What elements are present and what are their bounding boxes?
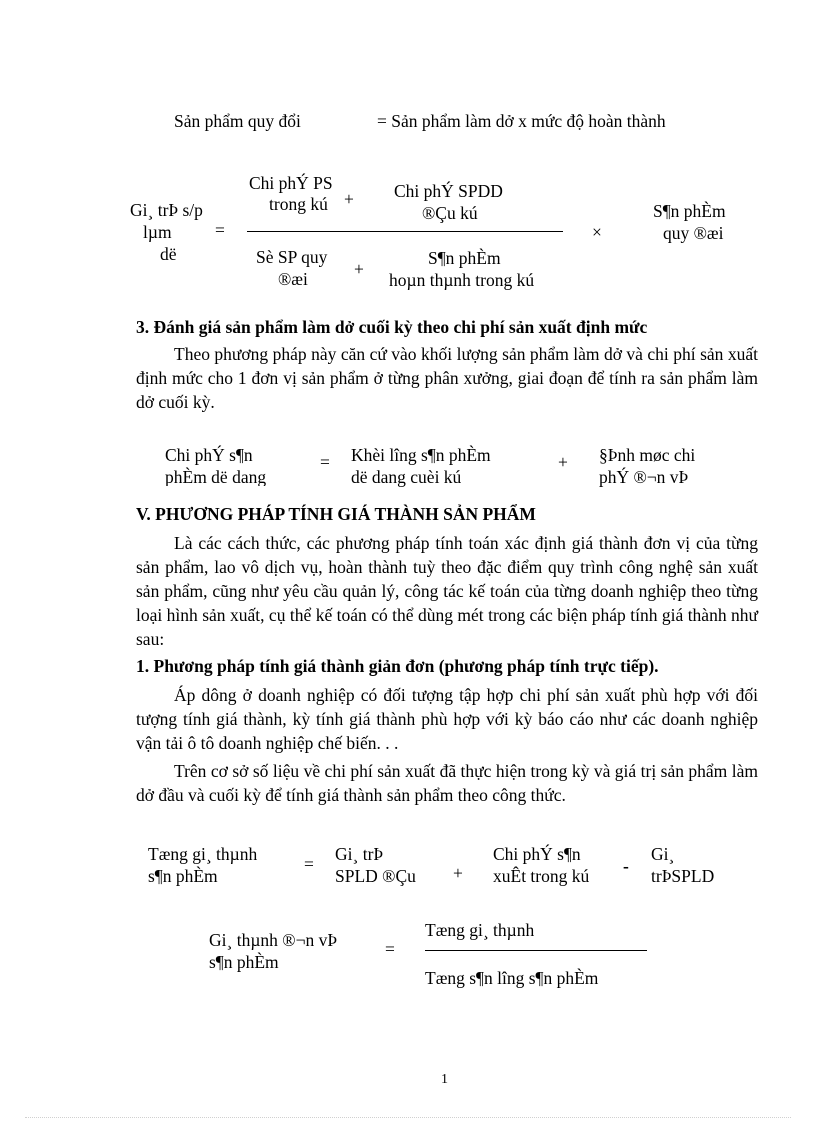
f2-den-b-line1: S¶n phÈm xyxy=(428,248,501,268)
f2-lhs-line1: Gi¸ trÞ s/p xyxy=(130,200,203,220)
f2-den-a-line1: Sè SP quy xyxy=(256,247,328,267)
section-5-1-heading: 1. Phương pháp tính giá thành giản đơn (phương pháp tính trực tiếp). xyxy=(136,656,659,676)
section-5-1-paragraph-2: Trên cơ sở số liệu về chi phí sản xuất đã thực hiện trong kỳ và giá trị sản phẩm làm dở đầu và cuối kỳ để tính giá thành sản phẩm theo công thức. xyxy=(136,761,758,805)
f4-b-line1: Gi¸ trÞ xyxy=(335,844,384,864)
section-5-1-paragraph-1: Áp dông ở doanh nghiệp có đối tượng tập hợp chi phí sản xuất phù hợp với đối tượng tính giá thành, kỳ tính giá thành phù hợp với kỳ báo cáo như các doanh nghiệp vận tải ô tô doanh nghiệp chế biến. . . xyxy=(136,685,758,753)
f2-rhs-line2: quy ®æi xyxy=(663,223,724,243)
f2-num-b-line2: ®Çu kú xyxy=(422,203,478,223)
f2-num-a-line2: trong kú xyxy=(269,194,328,214)
f4-equals: = xyxy=(304,854,314,874)
f2-times: × xyxy=(592,222,602,242)
formula-1-right: = Sản phẩm làm dở x mức độ hoàn thành xyxy=(377,111,666,131)
f2-fraction-bar xyxy=(247,231,563,232)
f4-c-line1: Chi phÝ s¶n xyxy=(493,844,581,864)
f4-plus: + xyxy=(453,863,463,883)
f3-plus: + xyxy=(558,452,568,472)
f5-lhs-line1: Gi¸ thµnh ®¬n vÞ xyxy=(209,930,338,950)
f5-equals: = xyxy=(385,939,395,959)
f2-num-plus: + xyxy=(344,189,354,209)
f2-rhs-line1: S¶n phÈm xyxy=(653,201,726,221)
f5-denominator: Tæng s¶n lîng s¶n phÈm xyxy=(425,968,599,988)
section-3-paragraph: Theo phương pháp này căn cứ vào khối lượng sản phẩm làm dở và chi phí sản xuất định mức cho 1 đơn vị sản phẩm ở từng phân xưởng, giai đoạn để tính ra sản phẩm làm dở cuối kỳ. xyxy=(136,344,758,412)
f4-minus: - xyxy=(623,856,629,876)
page-number: 1 xyxy=(441,1072,448,1087)
f4-d-line2: trÞSPLD xyxy=(651,866,715,886)
f3-b-line1: Khèi lîng s¶n phÈm xyxy=(351,445,491,465)
section-5-heading: V. PHƯƠNG PHÁP TÍNH GIÁ THÀNH SẢN PHẨM xyxy=(136,504,536,524)
f3-a-line1: Chi phÝ s¶n xyxy=(165,445,253,465)
f3-c-line2: phÝ ®¬n vÞ xyxy=(599,467,689,487)
f4-a-line1: Tæng gi¸ thµnh xyxy=(148,844,258,864)
f2-den-b-line2: hoµn thµnh trong kú xyxy=(389,270,535,290)
f3-equals: = xyxy=(320,452,330,472)
f2-num-a-line1: Chi phÝ PS xyxy=(249,173,333,193)
f5-numerator: Tæng gi¸ thµnh xyxy=(425,920,535,940)
f4-b-line2: SPLD ®Çu xyxy=(335,866,416,886)
section-5-paragraph: Là các cách thức, các phương pháp tính toán xác định giá thành đơn vị của từng sản phẩm, lao vô dịch vụ, hoàn thành tuỳ theo đặc điểm quy trình công nghệ sản xuất sản phẩm, cũng như yêu cầu quản lý, công tác kế toán của từng doanh nghiệp theo từng loại hình sản xuất, cụ thể kế toán có thể dùng mét trong các biện pháp tính giá thành như sau: xyxy=(136,533,758,649)
f3-b-line2: dë dang cuèi kú xyxy=(351,467,462,487)
f2-num-b-line1: Chi phÝ SPDD xyxy=(394,181,503,201)
f3-a-line2: phÈm dë dang xyxy=(165,467,267,486)
f4-c-line2: xuÊt trong kú xyxy=(493,866,590,886)
f4-a-line2: s¶n phÈm xyxy=(148,866,218,886)
page-bottom-border xyxy=(25,1117,791,1118)
f2-den-plus: + xyxy=(354,259,364,279)
f4-d-line1: Gi¸ xyxy=(651,844,675,864)
f5-lhs-line2: s¶n phÈm xyxy=(209,952,279,972)
f2-den-a-line2: ®æi xyxy=(278,269,308,289)
f5-fraction-bar xyxy=(425,950,647,951)
section-3-heading: 3. Đánh giá sản phẩm làm dở cuối kỳ theo chi phí sản xuất định mức xyxy=(136,317,648,337)
f2-lhs-line3: dë xyxy=(160,244,177,264)
f2-lhs-line2: lµm xyxy=(143,222,172,242)
f2-equals: = xyxy=(215,220,225,240)
f3-c-line1: §Þnh møc chi xyxy=(599,445,696,465)
formula-1-left: Sản phẩm quy đổi xyxy=(174,111,301,131)
